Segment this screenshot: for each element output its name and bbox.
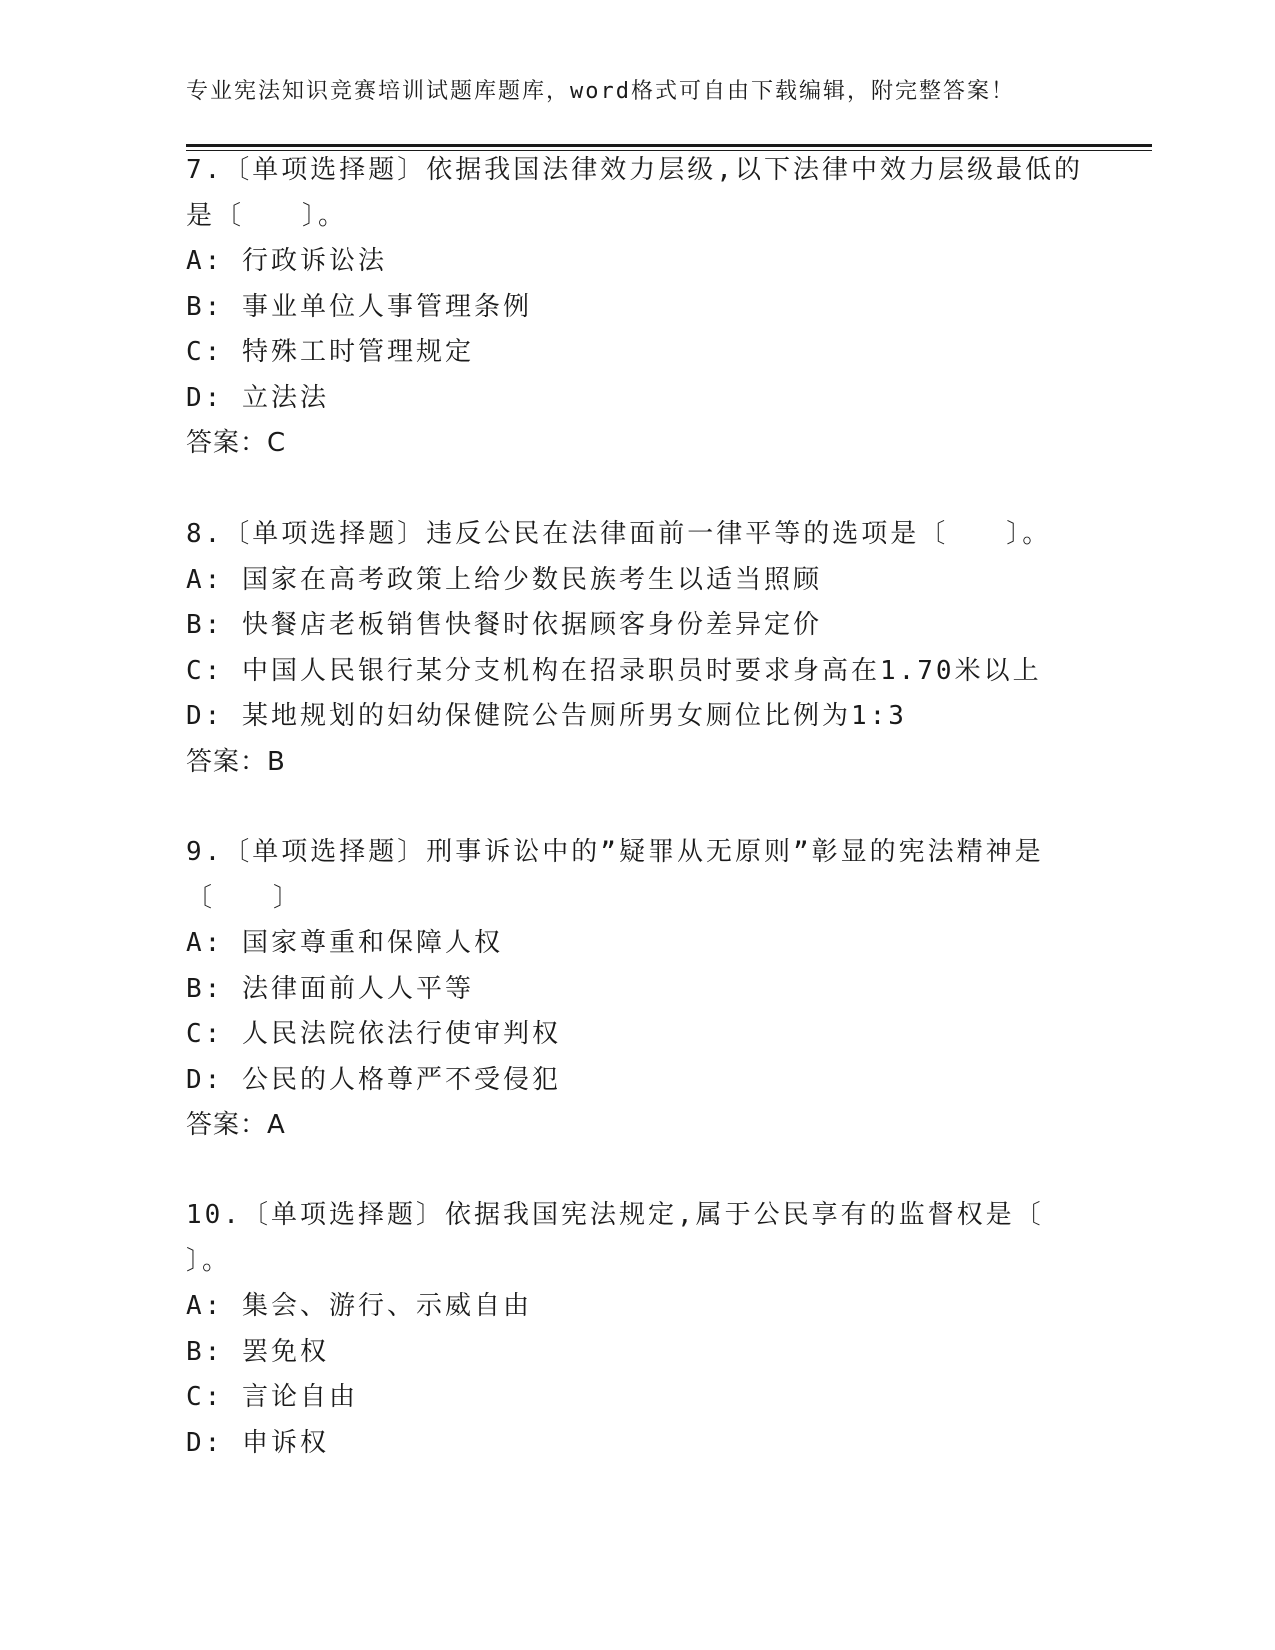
question-10 bbox=[186, 1193, 1146, 1466]
question-stem: 7.〔单项选择题〕依据我国法律效力层级,以下法律中效力层级最低的 bbox=[186, 155, 1083, 185]
question-7 bbox=[186, 148, 1146, 467]
page-header: 专业宪法知识竞赛培训试题库题库，word格式可自由下载编辑，附完整答案！ bbox=[186, 79, 1015, 104]
question-stem: 10.〔单项选择题〕依据我国宪法规定,属于公民享有的监督权是〔 bbox=[186, 1200, 1044, 1230]
option-d: D: 公民的人格尊严不受侵犯 bbox=[186, 1064, 561, 1095]
option-c: C: 中国人民银行某分支机构在招录职员时要求身高在1.70米以上 bbox=[186, 655, 1042, 686]
question-stem: 是〔 〕。 bbox=[186, 200, 348, 231]
option-d: D: 某地规划的妇幼保健院公告厕所男女厕位比例为1:3 bbox=[186, 701, 907, 731]
option-d: D: 立法法 bbox=[186, 382, 329, 413]
question-stem: 〕。 bbox=[186, 1245, 232, 1276]
option-a: A: 国家尊重和保障人权 bbox=[186, 928, 503, 958]
option-c: C: 特殊工时管理规定 bbox=[186, 337, 474, 367]
question-9 bbox=[186, 830, 1146, 1149]
question-stem: 〔 〕 bbox=[186, 882, 303, 913]
question-stem: 9.〔单项选择题〕刑事诉讼中的”疑罪从无原则”彰显的宪法精神是 bbox=[186, 837, 1044, 867]
option-a: A: 行政诉讼法 bbox=[186, 246, 387, 276]
option-b: B: 法律面前人人平等 bbox=[186, 973, 474, 1004]
answer: 答案：A bbox=[186, 1110, 286, 1140]
option-d: D: 申诉权 bbox=[186, 1427, 329, 1458]
question-stem: 8.〔单项选择题〕违反公民在法律面前一律平等的选项是〔 〕。 bbox=[186, 519, 1052, 549]
option-a: A: 集会、游行、示威自由 bbox=[186, 1291, 532, 1321]
option-b: B: 罢免权 bbox=[186, 1336, 329, 1367]
option-a: A: 国家在高考政策上给少数民族考生以适当照顾 bbox=[186, 564, 822, 595]
option-b: B: 快餐店老板销售快餐时依据顾客身份差异定价 bbox=[186, 610, 822, 640]
answer: 答案：B bbox=[186, 746, 286, 777]
header-rule-thick bbox=[186, 144, 1152, 147]
question-8 bbox=[186, 512, 1146, 785]
answer: 答案：C bbox=[186, 428, 287, 458]
option-c: C: 言论自由 bbox=[186, 1382, 358, 1412]
option-b: B: 事业单位人事管理条例 bbox=[186, 291, 532, 322]
option-c: C: 人民法院依法行使审判权 bbox=[186, 1019, 561, 1049]
